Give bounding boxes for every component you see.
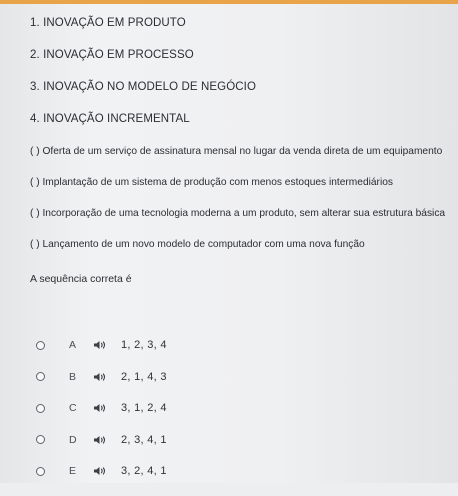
innovation-type-3: 3. INOVAÇÃO NO MODELO DE NEGÓCIO bbox=[30, 81, 256, 93]
option-b-text: 2, 1, 4, 3 bbox=[121, 370, 167, 383]
statement-1: ( ) Oferta de um serviço de assinatura mensal no lugar da venda direta de um equipamento bbox=[30, 146, 443, 157]
option-d-radio[interactable] bbox=[36, 435, 45, 444]
option-a-radio[interactable] bbox=[36, 341, 45, 350]
option-c-letter: C bbox=[69, 402, 77, 414]
innovation-type-1: 1. INOVAÇÃO EM PRODUTO bbox=[30, 17, 186, 29]
option-a[interactable] bbox=[36, 338, 167, 352]
speaker-icon[interactable] bbox=[93, 372, 121, 382]
option-a-letter: A bbox=[69, 339, 77, 351]
statement-3: ( ) Incorporação de uma tecnologia moderna a um produto, sem alterar sua estrutura básica bbox=[30, 208, 446, 219]
answer-options bbox=[36, 338, 167, 496]
speaker-icon[interactable] bbox=[93, 403, 121, 413]
option-a-text: 1, 2, 3, 4 bbox=[121, 339, 167, 351]
speaker-icon[interactable] bbox=[93, 466, 121, 476]
option-e-text: 3, 2, 4, 1 bbox=[121, 465, 167, 477]
innovation-type-4: 4. INOVAÇÃO INCREMENTAL bbox=[30, 113, 190, 125]
option-e-letter: E bbox=[69, 465, 77, 477]
innovation-types-list bbox=[30, 16, 256, 144]
option-b-letter: B bbox=[69, 370, 77, 383]
innovation-type-2: 2. INOVAÇÃO EM PROCESSO bbox=[30, 49, 194, 61]
statements-list bbox=[30, 145, 450, 269]
option-d-letter: D bbox=[69, 433, 77, 446]
option-c-radio[interactable] bbox=[36, 404, 45, 413]
option-c[interactable] bbox=[36, 401, 167, 415]
speaker-icon[interactable] bbox=[93, 435, 121, 445]
option-b[interactable] bbox=[36, 370, 167, 384]
statement-2: ( ) Implantação de um sistema de produção com menos estoques intermediários bbox=[30, 177, 393, 188]
question-prompt: A sequência correta é bbox=[30, 273, 132, 285]
statement-4: ( ) Lançamento de um novo modelo de computador com uma nova função bbox=[30, 239, 365, 250]
option-d-text: 2, 3, 4, 1 bbox=[121, 433, 167, 446]
option-e[interactable] bbox=[36, 464, 167, 478]
option-d[interactable] bbox=[36, 433, 167, 447]
option-c-text: 3, 1, 2, 4 bbox=[121, 402, 167, 414]
speaker-icon[interactable] bbox=[93, 340, 121, 350]
option-e-radio[interactable] bbox=[36, 467, 45, 476]
option-b-radio[interactable] bbox=[36, 372, 45, 381]
question-page bbox=[0, 4, 458, 483]
